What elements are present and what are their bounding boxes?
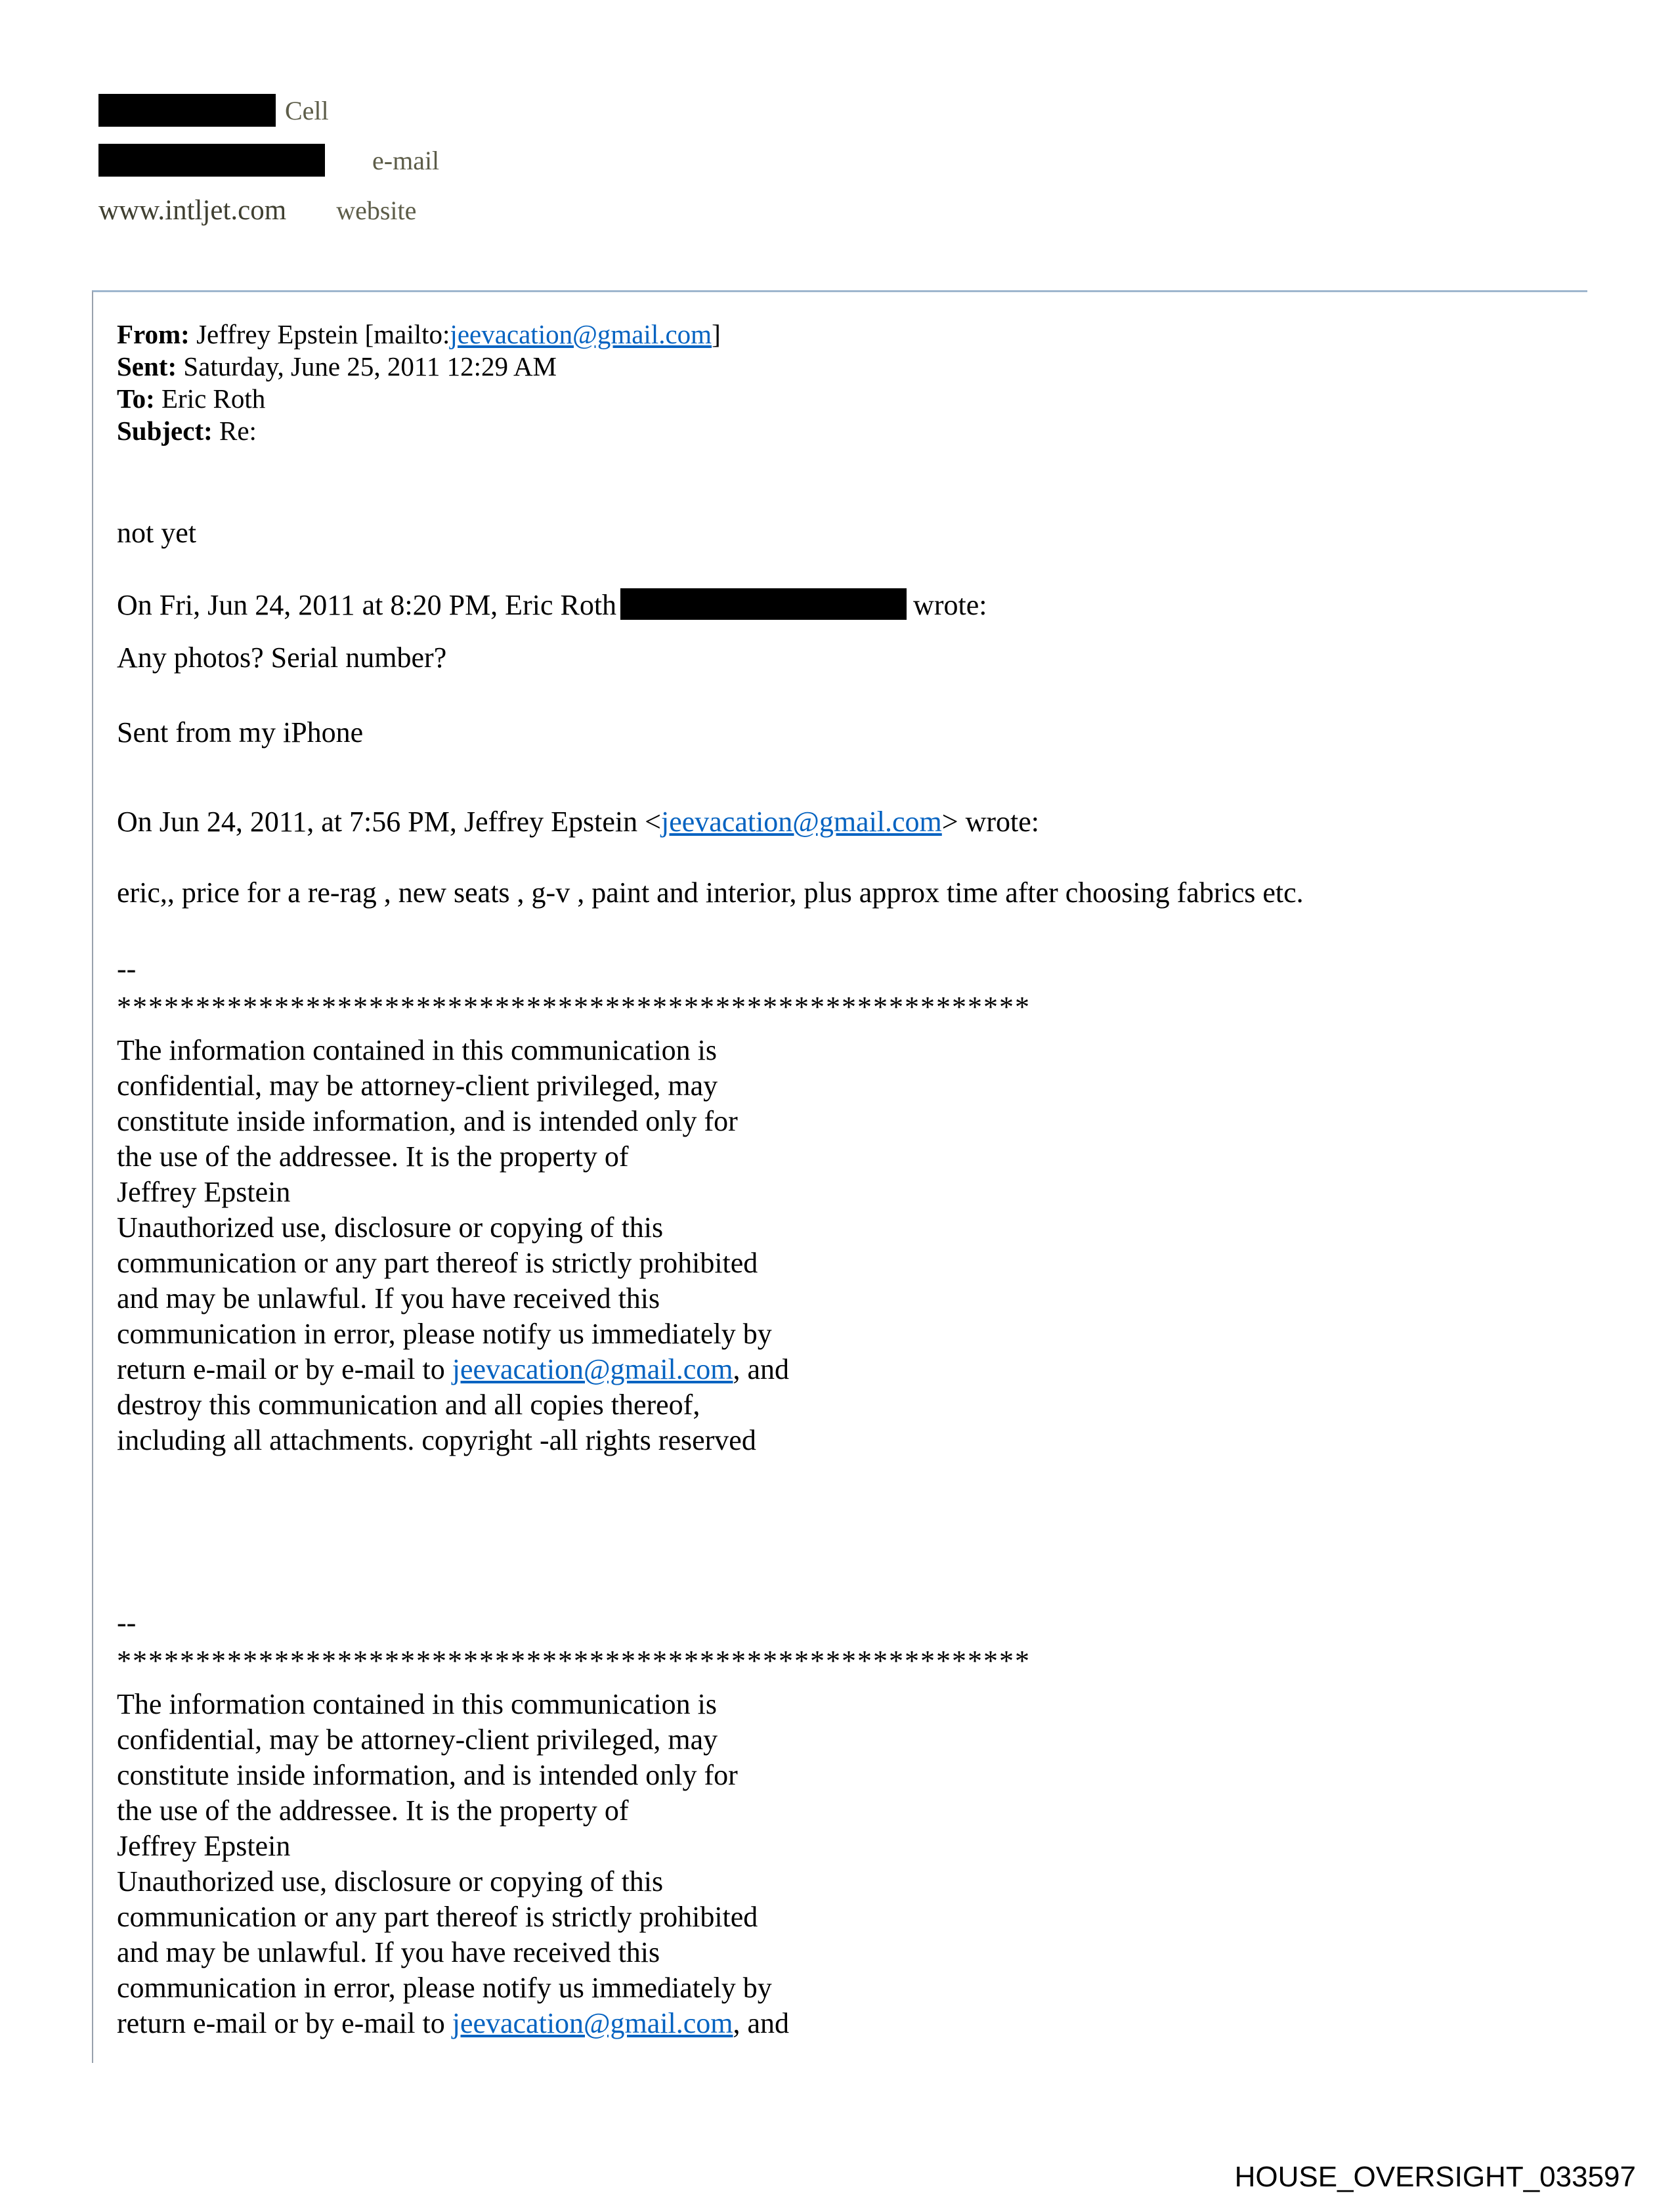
disclaimer-line: and may be unlawful. If you have received this	[117, 1282, 660, 1314]
reply-text: not yet	[117, 517, 196, 549]
header-to	[117, 383, 1587, 415]
disclaimer-email-link-1[interactable]: jeevacation@gmail.com	[452, 1353, 733, 1385]
disclaimer-line: constitute inside information, and is intended only for	[117, 1105, 738, 1137]
cell-number-redaction	[98, 94, 276, 127]
disclaimer-line: destroy this communication and all copies thereof,	[117, 1389, 700, 1421]
website-label: website	[336, 195, 417, 225]
quote1-attribution-wrote: wrote:	[913, 589, 987, 621]
header-sent	[117, 351, 1587, 383]
disclaimer-link-post: , and	[733, 1353, 790, 1385]
quote1-attribution-text: On Fri, Jun 24, 2011 at 8:20 PM, Eric Roth	[117, 589, 617, 621]
email-address-redaction	[98, 144, 325, 177]
sent-label: Sent:	[117, 351, 177, 381]
quote2-email-link[interactable]: jeevacation@gmail.com	[660, 806, 942, 838]
cell-label: Cell	[285, 95, 329, 125]
disclaimer-link-pre: return e-mail or by e-mail to	[117, 1353, 452, 1385]
letterhead	[98, 93, 439, 243]
subject-value: Re:	[212, 416, 257, 446]
disclaimer-line: the use of the addressee. It is the property of	[117, 1140, 629, 1173]
subject-label: Subject:	[117, 416, 213, 446]
disclaimer-link-line	[117, 1352, 1587, 1387]
disclaimer-link-post: , and	[733, 2007, 790, 2039]
quote1-attribution	[117, 586, 1587, 624]
quote1-message: Any photos? Serial number?	[117, 641, 447, 674]
letterhead-row-website	[98, 193, 439, 227]
disclaimer-line: Jeffrey Epstein	[117, 1176, 291, 1208]
disclaimer-line: communication in error, please notify us immediately by	[117, 1972, 772, 2004]
email-label: e-mail	[372, 145, 440, 175]
from-value: Jeffrey Epstein [mailto:	[189, 319, 450, 349]
quote2-attribution-wrote: > wrote:	[941, 806, 1040, 838]
disclaimer-line: the use of the addressee. It is the property of	[117, 1794, 629, 1827]
disclaimer-email-link-2[interactable]: jeevacation@gmail.com	[452, 2007, 733, 2039]
disclaimer-line: Unauthorized use, disclosure or copying of this	[117, 1865, 664, 1898]
quote2-message: eric,, price for a re-rag , new seats , g-v , paint and interior, plus approx time after choosing fabrics etc.	[117, 877, 1304, 909]
quoted-message-area	[92, 290, 1587, 2063]
disclaimer-line: The information contained in this communication is	[117, 1688, 718, 1720]
bates-stamp: HOUSE_OVERSIGHT_033597	[1234, 2161, 1636, 2193]
quote2-attribution-text: On Jun 24, 2011, at 7:56 PM, Jeffrey Epstein <	[117, 806, 661, 838]
from-label: From:	[117, 319, 190, 349]
disclaimer-block-1	[117, 1033, 1587, 1458]
letterhead-row-cell	[98, 93, 439, 127]
disclaimer-line: The information contained in this communication is	[117, 1034, 718, 1066]
disclaimer-line: Unauthorized use, disclosure or copying of this	[117, 1211, 664, 1244]
email-headers	[117, 318, 1587, 447]
signature-dashes-1: --	[117, 953, 137, 985]
website-url: www.intljet.com	[98, 194, 287, 226]
eric-roth-email-redaction	[620, 588, 907, 620]
to-label: To:	[117, 383, 155, 414]
signature-dashes-2: --	[117, 1607, 137, 1639]
disclaimer-line: communication in error, please notify us immediately by	[117, 1318, 772, 1350]
disclaimer-line: confidential, may be attorney-client privileged, may	[117, 1070, 718, 1102]
disclaimer-link-pre: return e-mail or by e-mail to	[117, 2007, 452, 2039]
disclaimer-line: Jeffrey Epstein	[117, 1830, 291, 1862]
to-value: Eric Roth	[154, 383, 266, 414]
quote2-attribution	[117, 803, 1587, 841]
letterhead-row-email	[98, 143, 439, 177]
from-bracket-close: ]	[712, 319, 721, 349]
disclaimer-link-line	[117, 2006, 1587, 2041]
header-from	[117, 318, 1587, 351]
asterisk-divider-1: **********************************************************	[117, 991, 1031, 1023]
sent-from-iphone: Sent from my iPhone	[117, 716, 364, 748]
from-mailto-link[interactable]: jeevacation@gmail.com	[450, 319, 712, 349]
asterisk-divider-2: **********************************************************	[117, 1645, 1031, 1677]
disclaimer-line: including all attachments. copyright -all rights reserved	[117, 1424, 756, 1456]
disclaimer-line: constitute inside information, and is intended only for	[117, 1759, 738, 1791]
disclaimer-line: and may be unlawful. If you have received this	[117, 1936, 660, 1968]
disclaimer-line: communication or any part thereof is strictly prohibited	[117, 1901, 758, 1933]
disclaimer-block-2	[117, 1687, 1587, 2041]
sent-value: Saturday, June 25, 2011 12:29 AM	[177, 351, 557, 381]
disclaimer-line: confidential, may be attorney-client privileged, may	[117, 1724, 718, 1756]
header-subject	[117, 415, 1587, 447]
disclaimer-line: communication or any part thereof is strictly prohibited	[117, 1247, 758, 1279]
